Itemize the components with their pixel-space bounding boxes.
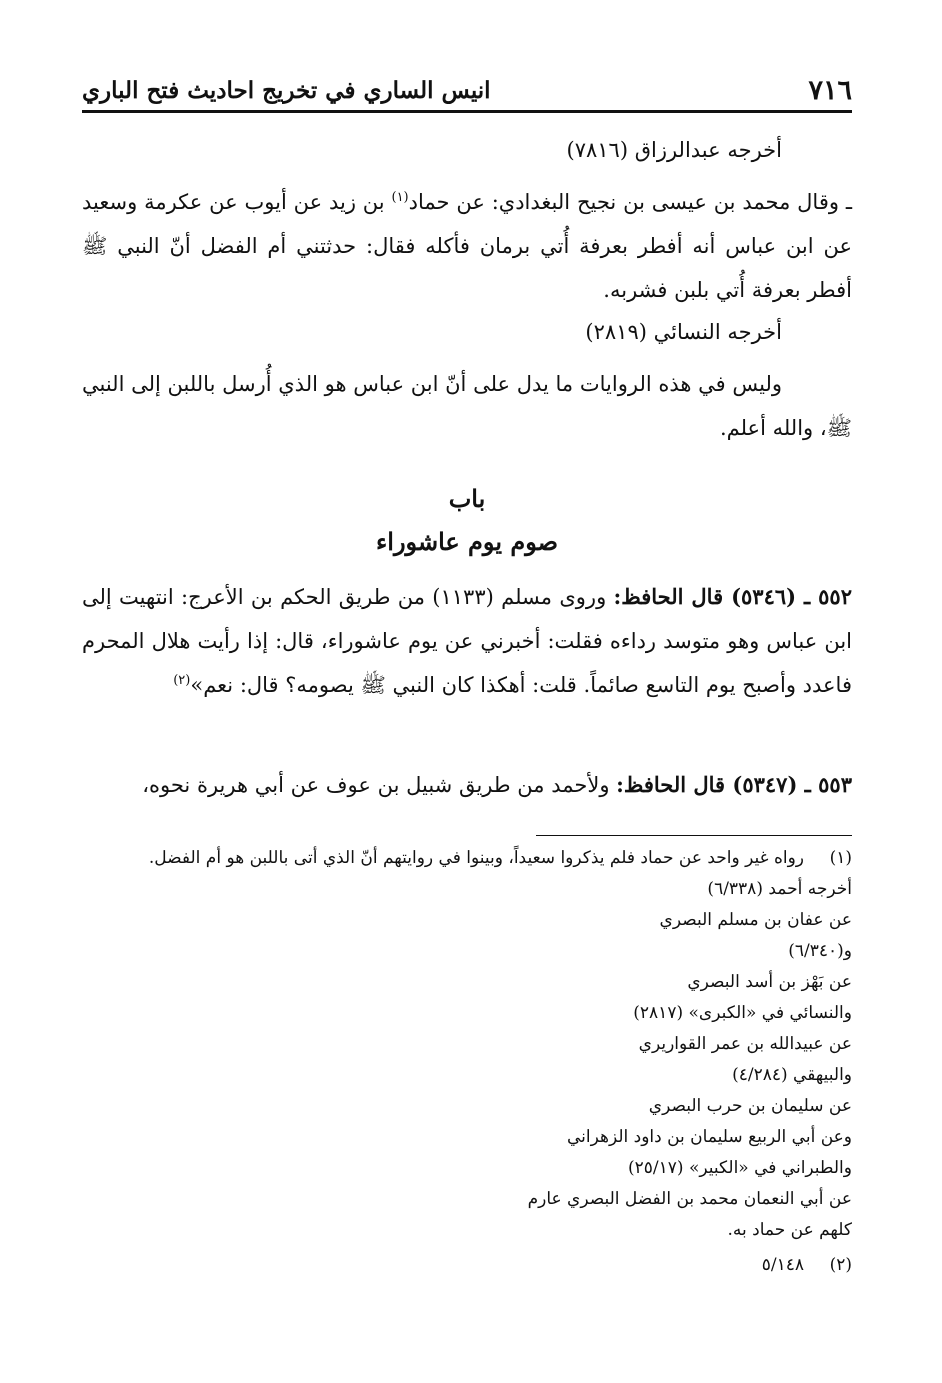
footnote-1-line: والنسائي في «الكبرى» (٢٨١٧) [633,1003,852,1023]
footnote-ref-2[interactable]: (٢) [173,673,191,688]
entry-552-text: وروى مسلم (١١٣٣) من طريق الحكم بن الأعرج: انتهيت إلى ابن عباس وهو متوسد رداءه فقلت: أخبرني عن يوم عاشوراء، قال: إذا رأيت هلال المحرم فاعدد وأصبح يوم التاسع صائماً. قلت: أهكذا كان النبي ﷺ يصومه؟ قال: نعم» [82,585,852,697]
footnote-1-line: عن بَهْز بن أسد البصري [687,972,852,992]
footnote-ref-1[interactable]: (١) [391,190,409,205]
footnote-1-line: والطبراني في «الكبير» (٢٥/١٧) [628,1158,852,1178]
narration-before-note: ـ وقال محمد بن عيسى بن نجيح البغدادي: عن حماد [408,190,852,214]
page-number: ٧١٦ [808,74,852,106]
entry-552-lead: ٥٥٢ ـ (٥٣٤٦) قال الحافظ: [613,584,852,609]
commentary-paragraph: وليس في هذه الروايات ما يدل على أنّ ابن عباس هو الذي أُرسل باللبن إلى النبي ﷺ، والله أعلم. [82,372,852,440]
entry-552 [82,575,852,707]
narration-after-note: بن زيد عن أيوب عن عكرمة وسعيد عن ابن عباس أنه أفطر بعرفة أُتي برمان فأكله فقال: حدثتني أم الفضل أنّ النبي ﷺ أفطر بعرفة أُتي بلبن فشربه. [82,190,852,302]
citation-nasai: أخرجه النسائي (٢٨١٩) [585,320,782,344]
footnote-1-line: عن عبيدالله بن عمر القواريري [638,1034,852,1054]
footnote-2-number: (٢) [829,1255,852,1275]
footnote-1-number: (١) [829,848,852,868]
footnote-1 [82,843,852,874]
chapter-label: باب [448,484,486,513]
footnote-2-text: ٥/١٤٨ [761,1255,804,1275]
entry-553-lead: ٥٥٣ ـ (٥٣٤٧) قال الحافظ: [616,772,852,797]
footnote-1-text: رواه غير واحد عن حماد فلم يذكروا سعيداً، وبينوا في روايتهم أنّ الذي أتى باللبن هو أم الفضل. [148,848,804,868]
footnote-1-line: كلهم عن حماد به. [727,1220,852,1240]
footnote-1-line: والبيهقي (٤/٢٨٤) [732,1065,852,1085]
citation-abdulrazzaq: أخرجه عبدالرزاق (٧٨١٦) [566,138,782,162]
footnote-1-line: أخرجه أحمد (٦/٣٣٨) [707,879,852,899]
footnote-1-line: وعن أبي الربيع سليمان بن داود الزهراني [566,1127,852,1147]
footnote-1-line: و(٦/٣٤٠) [788,941,852,961]
footnote-2 [82,1250,852,1281]
entry-553-text: ولأحمد من طريق شبيل بن عوف عن أبي هريرة نحوه، [142,773,617,797]
narration-paragraph [82,180,852,312]
chapter-title: صوم يوم عاشوراء [376,527,558,556]
page-header [82,70,852,110]
footnote-rule [536,835,852,836]
footnote-1-line: عن سليمان بن حرب البصري [648,1096,852,1116]
entry-553 [82,763,852,807]
running-title: انيس الساري في تخريج احاديث فتح الباري [82,76,491,104]
header-rule [82,110,852,113]
footnote-1-line: عن عفان بن مسلم البصري [659,910,852,930]
footnote-1-line: عن أبي النعمان محمد بن الفضل البصري عارم [527,1189,852,1209]
